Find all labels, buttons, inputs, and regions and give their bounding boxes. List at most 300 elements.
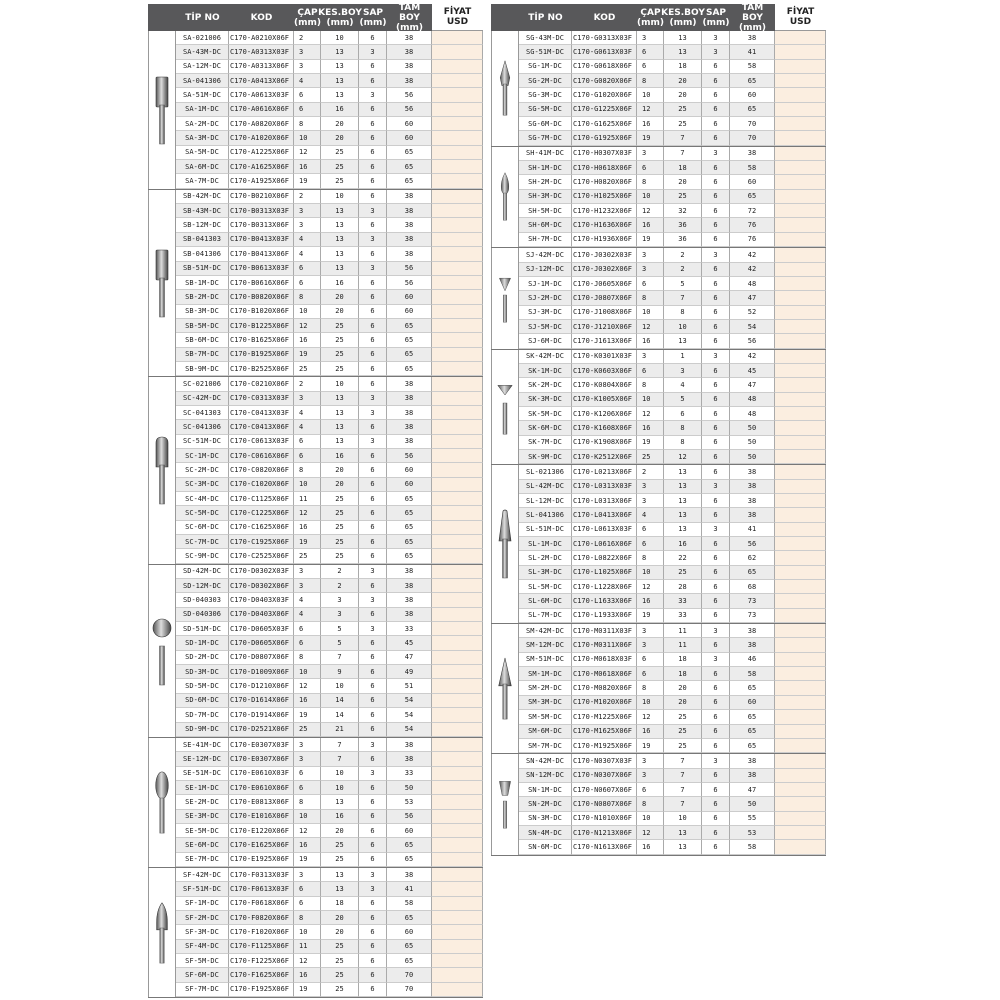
cell-fiyat[interactable] (775, 840, 826, 854)
cell-tam-boy: 56 (387, 88, 432, 102)
table-row (176, 31, 483, 45)
cell-cap: 6 (294, 622, 321, 636)
cell-tam-boy: 52 (730, 306, 775, 320)
table-row (519, 74, 826, 88)
cell-fiyat[interactable] (432, 103, 483, 117)
cell-fiyat[interactable] (775, 653, 826, 667)
cell-fiyat[interactable] (775, 739, 826, 753)
cell-sap: 6 (359, 549, 387, 563)
cell-kes-boy: 25 (321, 362, 359, 376)
cell-sap: 6 (359, 723, 387, 737)
table-row (176, 88, 483, 102)
cell-cap: 6 (294, 435, 321, 449)
cell-fiyat[interactable] (432, 767, 483, 781)
cell-kes-boy: 25 (321, 954, 359, 968)
cell-tip-no: SL-42M-DC (519, 480, 572, 494)
cell-fiyat[interactable] (432, 810, 483, 824)
cell-tip-no: SC-51M-DC (176, 435, 229, 449)
cell-tam-boy: 56 (387, 810, 432, 824)
cell-fiyat[interactable] (432, 247, 483, 261)
cell-tam-boy: 58 (730, 667, 775, 681)
cell-tip-no: SN-6M-DC (519, 840, 572, 854)
cell-cap: 16 (294, 968, 321, 982)
cell-fiyat[interactable] (432, 968, 483, 982)
cell-kod: C170-H1025X06F (572, 190, 637, 204)
cell-cap: 4 (294, 74, 321, 88)
header-tip-no: TİP NO (185, 12, 220, 23)
cell-sap: 3 (359, 45, 387, 59)
cell-fiyat[interactable] (432, 276, 483, 290)
cell-tam-boy: 38 (387, 74, 432, 88)
cell-cap: 3 (637, 769, 664, 783)
cell-fiyat[interactable] (432, 406, 483, 420)
cell-cap: 25 (294, 549, 321, 563)
product-group (491, 465, 826, 624)
cell-fiyat[interactable] (432, 262, 483, 276)
cell-tip-no: SB-12M-DC (176, 218, 229, 232)
cell-fiyat[interactable] (775, 450, 826, 464)
cell-tip-no: SM-2M-DC (519, 681, 572, 695)
cell-kes-boy: 2 (664, 263, 702, 277)
cell-kes-boy: 7 (321, 738, 359, 752)
cell-fiyat[interactable] (432, 362, 483, 376)
cell-fiyat[interactable] (775, 797, 826, 811)
cell-fiyat[interactable] (775, 161, 826, 175)
cell-sap: 6 (702, 218, 730, 232)
cell-fiyat[interactable] (432, 738, 483, 752)
cell-sap: 6 (702, 739, 730, 753)
cell-sap: 6 (702, 681, 730, 695)
cell-kod: C170-H0307X03F (572, 147, 637, 161)
cell-fiyat[interactable] (432, 593, 483, 607)
cell-kes-boy: 3 (321, 608, 359, 622)
cell-kes-boy: 10 (321, 31, 359, 45)
cell-fiyat[interactable] (775, 594, 826, 608)
cell-kod: C170-B0313X06F (229, 218, 294, 232)
cell-sap: 6 (359, 535, 387, 549)
cell-fiyat[interactable] (432, 795, 483, 809)
cell-cap: 8 (294, 290, 321, 304)
table-body (148, 31, 483, 998)
cell-fiyat[interactable] (775, 667, 826, 681)
header-kod: KOD (250, 12, 273, 23)
cell-kod: C170-C1125X06F (229, 492, 294, 506)
cell-sap: 6 (359, 478, 387, 492)
cell-cap: 16 (637, 117, 664, 131)
cell-sap: 6 (359, 897, 387, 911)
cell-tam-boy: 65 (730, 681, 775, 695)
cell-kod: C170-D2521X06F (229, 723, 294, 737)
cell-tip-no: SJ-42M-DC (519, 248, 572, 262)
cell-tip-no: SJ-3M-DC (519, 306, 572, 320)
cell-fiyat[interactable] (432, 694, 483, 708)
table-row (519, 653, 826, 667)
cell-tip-no: SF-2M-DC (176, 911, 229, 925)
cell-fiyat[interactable] (432, 506, 483, 520)
cell-fiyat[interactable] (432, 679, 483, 693)
product-group (491, 350, 826, 466)
cell-fiyat[interactable] (775, 88, 826, 102)
cell-kod: C170-J0605X06F (572, 277, 637, 291)
cell-sap: 6 (359, 579, 387, 593)
cell-fiyat[interactable] (775, 624, 826, 638)
table-row (519, 350, 826, 364)
cell-fiyat[interactable] (432, 492, 483, 506)
cell-sap: 6 (702, 450, 730, 464)
cell-fiyat[interactable] (432, 333, 483, 347)
table-row (519, 840, 826, 854)
cell-fiyat[interactable] (432, 74, 483, 88)
cell-tam-boy: 65 (730, 74, 775, 88)
cell-kes-boy: 25 (321, 146, 359, 160)
cell-sap: 3 (359, 593, 387, 607)
cell-cap: 12 (637, 407, 664, 421)
cell-fiyat[interactable] (432, 146, 483, 160)
cell-fiyat[interactable] (775, 407, 826, 421)
cell-kes-boy: 25 (664, 710, 702, 724)
cell-cap: 6 (294, 103, 321, 117)
product-group (491, 624, 826, 754)
cell-tam-boy: 33 (387, 767, 432, 781)
cell-sap: 6 (359, 131, 387, 145)
cell-fiyat[interactable] (775, 725, 826, 739)
cell-fiyat[interactable] (432, 521, 483, 535)
cell-fiyat[interactable] (432, 233, 483, 247)
cell-fiyat[interactable] (432, 174, 483, 188)
cell-fiyat[interactable] (432, 925, 483, 939)
cell-fiyat[interactable] (775, 465, 826, 479)
cell-fiyat[interactable] (432, 636, 483, 650)
cell-fiyat[interactable] (775, 421, 826, 435)
cell-tam-boy: 38 (387, 190, 432, 204)
cell-fiyat[interactable] (775, 580, 826, 594)
table-row (176, 420, 483, 434)
table-row (176, 60, 483, 74)
cell-fiyat[interactable] (432, 708, 483, 722)
cell-fiyat[interactable] (775, 306, 826, 320)
cell-cap: 6 (294, 882, 321, 896)
cell-fiyat[interactable] (775, 31, 826, 45)
cell-fiyat[interactable] (775, 291, 826, 305)
cell-tam-boy: 46 (730, 653, 775, 667)
cell-fiyat[interactable] (432, 392, 483, 406)
cell-sap: 6 (359, 117, 387, 131)
cell-tam-boy: 65 (730, 710, 775, 724)
cell-kes-boy: 10 (321, 781, 359, 795)
group-image-cell (148, 31, 176, 189)
cell-tip-no: SA-6M-DC (176, 160, 229, 174)
cell-fiyat[interactable] (432, 911, 483, 925)
cell-fiyat[interactable] (775, 277, 826, 291)
cell-cap: 3 (294, 752, 321, 766)
cell-fiyat[interactable] (775, 350, 826, 364)
cell-cap: 4 (294, 593, 321, 607)
cell-fiyat[interactable] (432, 565, 483, 579)
cell-tam-boy: 65 (730, 190, 775, 204)
cell-fiyat[interactable] (432, 160, 483, 174)
table-row (519, 364, 826, 378)
cell-cap: 6 (294, 262, 321, 276)
cell-fiyat[interactable] (775, 320, 826, 334)
cell-tam-boy: 38 (730, 465, 775, 479)
cell-fiyat[interactable] (775, 480, 826, 494)
cell-cap: 10 (637, 393, 664, 407)
cell-sap: 6 (359, 174, 387, 188)
cell-fiyat[interactable] (775, 45, 826, 59)
cylinder-ball-nose-icon (151, 435, 173, 505)
cell-fiyat[interactable] (432, 31, 483, 45)
table-row (176, 810, 483, 824)
cell-kod: C170-G1925X06F (572, 131, 637, 145)
cell-fiyat[interactable] (775, 393, 826, 407)
cell-sap: 6 (702, 537, 730, 551)
cell-kod: C170-G0820X06F (572, 74, 637, 88)
table-row (176, 435, 483, 449)
cell-tam-boy: 65 (387, 333, 432, 347)
cell-fiyat[interactable] (432, 190, 483, 204)
cell-fiyat[interactable] (775, 74, 826, 88)
cell-fiyat[interactable] (432, 88, 483, 102)
cell-fiyat[interactable] (775, 364, 826, 378)
cell-fiyat[interactable] (775, 218, 826, 232)
cell-fiyat[interactable] (775, 508, 826, 522)
cell-fiyat[interactable] (775, 131, 826, 145)
cell-cap: 3 (294, 565, 321, 579)
table-row (519, 812, 826, 826)
cell-fiyat[interactable] (775, 710, 826, 724)
cell-fiyat[interactable] (775, 494, 826, 508)
cell-kod: C170-B0413X03F (229, 233, 294, 247)
cell-cap: 3 (637, 147, 664, 161)
cell-fiyat[interactable] (432, 131, 483, 145)
cell-fiyat[interactable] (432, 868, 483, 882)
cell-fiyat[interactable] (432, 549, 483, 563)
cell-tip-no: SM-6M-DC (519, 725, 572, 739)
cell-tam-boy: 65 (730, 566, 775, 580)
cell-sap: 3 (702, 653, 730, 667)
cell-tip-no: SF-6M-DC (176, 968, 229, 982)
cell-kod: C170-F0618X06F (229, 897, 294, 911)
cell-kod: C170-L0213X06F (572, 465, 637, 479)
cell-cap: 6 (294, 636, 321, 650)
table-row (176, 708, 483, 722)
cell-fiyat[interactable] (775, 783, 826, 797)
cell-tam-boy: 56 (730, 537, 775, 551)
cell-tam-boy: 38 (730, 31, 775, 45)
cell-kod: C170-N0307X03F (572, 754, 637, 768)
cell-fiyat[interactable] (432, 781, 483, 795)
cell-fiyat[interactable] (775, 248, 826, 262)
cell-cap: 10 (637, 306, 664, 320)
cell-fiyat[interactable] (775, 638, 826, 652)
table-row (519, 60, 826, 74)
table-row (519, 783, 826, 797)
cell-sap: 6 (702, 88, 730, 102)
cell-tip-no: SC-021006 (176, 377, 229, 391)
cell-tam-boy: 58 (730, 161, 775, 175)
cell-kes-boy: 10 (321, 377, 359, 391)
cell-fiyat[interactable] (775, 826, 826, 840)
cell-kod: C170-L0313X06F (572, 494, 637, 508)
cell-fiyat[interactable] (775, 436, 826, 450)
cell-fiyat[interactable] (432, 723, 483, 737)
cell-cap: 4 (294, 247, 321, 261)
cell-fiyat[interactable] (775, 609, 826, 623)
cell-sap: 6 (359, 492, 387, 506)
table-row (519, 407, 826, 421)
cell-fiyat[interactable] (775, 103, 826, 117)
cell-kod: C170-H0820X06F (572, 175, 637, 189)
cell-tip-no: SG-6M-DC (519, 117, 572, 131)
table-row (176, 492, 483, 506)
cell-fiyat[interactable] (432, 940, 483, 954)
cell-fiyat[interactable] (432, 377, 483, 391)
cell-fiyat[interactable] (432, 535, 483, 549)
cell-fiyat[interactable] (432, 752, 483, 766)
cell-cap: 19 (637, 131, 664, 145)
cell-kod: C170-J0302X06F (572, 263, 637, 277)
cell-fiyat[interactable] (432, 622, 483, 636)
cell-cap: 10 (294, 810, 321, 824)
cell-fiyat[interactable] (432, 305, 483, 319)
cell-cap: 8 (294, 795, 321, 809)
cell-fiyat[interactable] (775, 769, 826, 783)
cell-tam-boy: 65 (387, 535, 432, 549)
table-row (519, 175, 826, 189)
cell-fiyat[interactable] (432, 983, 483, 997)
cell-fiyat[interactable] (432, 838, 483, 852)
cell-fiyat[interactable] (432, 290, 483, 304)
cell-tam-boy: 38 (387, 593, 432, 607)
cell-sap: 3 (359, 233, 387, 247)
cell-sap: 6 (702, 508, 730, 522)
cell-sap: 6 (702, 421, 730, 435)
cell-fiyat[interactable] (775, 696, 826, 710)
cell-sap: 6 (359, 31, 387, 45)
group-image-cell (491, 754, 519, 854)
cell-cap: 8 (637, 378, 664, 392)
cell-fiyat[interactable] (775, 60, 826, 74)
cell-kod: C170-C0413X03F (229, 406, 294, 420)
cell-sap: 6 (359, 60, 387, 74)
cell-fiyat[interactable] (775, 263, 826, 277)
cell-fiyat[interactable] (432, 882, 483, 896)
cell-fiyat[interactable] (775, 175, 826, 189)
cell-fiyat[interactable] (775, 523, 826, 537)
table-row (519, 248, 826, 262)
cell-fiyat[interactable] (432, 420, 483, 434)
cell-fiyat[interactable] (775, 754, 826, 768)
cell-sap: 3 (359, 622, 387, 636)
cell-fiyat[interactable] (432, 824, 483, 838)
cell-fiyat[interactable] (775, 117, 826, 131)
table-row (519, 594, 826, 608)
cell-tip-no: SE-1M-DC (176, 781, 229, 795)
table-row (519, 45, 826, 59)
cell-fiyat[interactable] (432, 348, 483, 362)
cell-fiyat[interactable] (775, 334, 826, 348)
cell-fiyat[interactable] (432, 463, 483, 477)
cell-sap: 3 (702, 480, 730, 494)
cell-tip-no: SB-42M-DC (176, 190, 229, 204)
cell-cap: 19 (637, 609, 664, 623)
cell-tam-boy: 38 (730, 494, 775, 508)
cell-tip-no: SM-51M-DC (519, 653, 572, 667)
cell-fiyat[interactable] (432, 319, 483, 333)
cell-tip-no: SB-1M-DC (176, 276, 229, 290)
cell-tip-no: SD-2M-DC (176, 651, 229, 665)
cell-fiyat[interactable] (432, 449, 483, 463)
cell-kod: C170-D0605X03F (229, 622, 294, 636)
table-row (176, 377, 483, 391)
cell-cap: 10 (294, 305, 321, 319)
cell-fiyat[interactable] (432, 853, 483, 867)
cell-cap: 16 (637, 334, 664, 348)
cell-fiyat[interactable] (432, 665, 483, 679)
tree-pointed-icon (494, 60, 516, 116)
table-row (519, 421, 826, 435)
cell-fiyat[interactable] (775, 233, 826, 247)
cell-fiyat[interactable] (432, 218, 483, 232)
group-image-cell (148, 377, 176, 563)
cell-sap: 3 (702, 523, 730, 537)
cell-fiyat[interactable] (775, 147, 826, 161)
cell-fiyat[interactable] (432, 117, 483, 131)
group-image-cell (148, 565, 176, 737)
cell-fiyat[interactable] (775, 812, 826, 826)
cell-fiyat[interactable] (432, 897, 483, 911)
cell-fiyat[interactable] (432, 45, 483, 59)
cell-fiyat[interactable] (432, 60, 483, 74)
cell-tam-boy: 38 (387, 392, 432, 406)
cell-tip-no: SJ-5M-DC (519, 320, 572, 334)
cell-kes-boy: 25 (321, 160, 359, 174)
cell-fiyat[interactable] (432, 478, 483, 492)
cell-kod: C170-F0820X06F (229, 911, 294, 925)
cell-tam-boy: 58 (730, 60, 775, 74)
table-row (176, 853, 483, 867)
cell-fiyat[interactable] (432, 435, 483, 449)
cell-fiyat[interactable] (432, 608, 483, 622)
cell-fiyat[interactable] (775, 681, 826, 695)
cell-kes-boy: 20 (664, 175, 702, 189)
cell-tip-no: SG-51M-DC (519, 45, 572, 59)
cell-fiyat[interactable] (432, 954, 483, 968)
cell-tam-boy: 65 (387, 954, 432, 968)
cell-tam-boy: 38 (387, 420, 432, 434)
cell-cap: 12 (637, 580, 664, 594)
cell-sap: 6 (702, 291, 730, 305)
cell-tam-boy: 53 (387, 795, 432, 809)
table-row (176, 868, 483, 882)
cell-fiyat[interactable] (775, 204, 826, 218)
cell-fiyat[interactable] (775, 378, 826, 392)
cell-fiyat[interactable] (432, 579, 483, 593)
cell-tip-no: SA-5M-DC (176, 146, 229, 160)
cell-sap: 6 (359, 954, 387, 968)
cell-fiyat[interactable] (775, 190, 826, 204)
cell-fiyat[interactable] (432, 651, 483, 665)
cell-fiyat[interactable] (775, 551, 826, 565)
cell-kes-boy: 1 (664, 350, 702, 364)
header-kes-boy: KES.BOY (mm) (661, 7, 705, 28)
cell-kod: C170-C1020X06F (229, 478, 294, 492)
cell-fiyat[interactable] (775, 566, 826, 580)
cell-cap: 12 (294, 319, 321, 333)
cell-fiyat[interactable] (432, 204, 483, 218)
cell-sap: 6 (359, 247, 387, 261)
cell-fiyat[interactable] (775, 537, 826, 551)
